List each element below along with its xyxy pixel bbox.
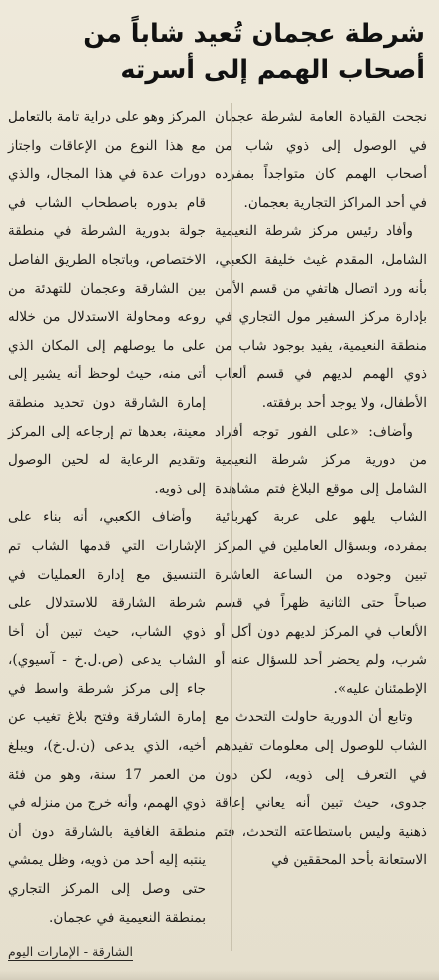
paper-bottom-shadow	[0, 970, 439, 980]
headline-line-1: شرطة عجمان تُعيد شاباً من	[83, 19, 425, 49]
article-headline	[70, 16, 425, 88]
article-paragraph: وتابع أن الدورية حاولت التحدث مع الشاب للوصول إلى معلومات تفيدهم في التعرف إلى ذويه، لكن دون جدوى، حيث تبين أنه يعاني إعاقة ذهنية وليس باستطاعته التحدث، فتم الاستعانة بأحد المحققين في	[215, 709, 427, 869]
article-column-left	[8, 103, 206, 932]
column-divider	[231, 103, 232, 951]
article-paragraph: وأفاد رئيس مركز شرطة النعيمية الشامل، المقدم غيث خليفة الكعبي، بأنه ورد اتصال هاتفي من قسم الأمن بإدارة مركز السفير مول التجاري في منطقة النعيمية، يفيد بوجود شاب من ذوي الهمم لديهم في قسم ألعاب الأطفال، ولا يوجد أحد برفقته.	[215, 223, 427, 411]
article-paragraph: وأضاف: «على الفور توجه أفراد من دورية مركز شرطة النعيمية الشامل إلى موقع البلاغ فتم مشاهدة الشاب يلهو على عربة كهربائية بمفرده، وبسؤال العاملين في المركز تبين وجوده من الساعة العاشرة صباحاً حتى الثانية ظهراً في قسم الألعاب في المركز لديهم دون أكل أو شرب، ولم يحضر أحد للسؤال عنه أو الإطمئنان عليه».	[215, 423, 427, 697]
byline-text: الشارقة - الإمارات اليوم	[8, 944, 134, 959]
article-column-right	[215, 103, 427, 875]
headline-line-2: أصحاب الهمم إلى أسرته	[120, 55, 425, 85]
article-paragraph: نجحت القيادة العامة لشرطة عجمان في الوصول إلى ذوي شاب من أصحاب الهمم كان متواجداً بمفرده في أحد المراكز التجارية بعجمان.	[215, 109, 427, 211]
article-byline	[8, 942, 206, 962]
article-paragraph: وأضاف الكعبي، أنه بناء على الإشارات التي قدمها الشاب تم التنسيق مع إدارة العمليات في شرطة الشارقة للاستدلال على ذوي الشاب، حيث تبين أن أخا الشاب يدعى (ص.ل.خ - آسيوي)، جاء إلى مركز شرطة واسط في إمارة الشارقة وفتح بلاغ تغيب عن أخيه، الذي يدعى (ن.ل.خ)، ويبلغ من العمر 17 سنة، وهو من فئة ذوي الهمم، وأنه خرج من منزله في منطقة الغافية بالشارقة دون أن ينتبه إليه أحد من ذويه، وظل يمشي حتى وصل إلى المركز التجاري بمنطقة النعيمية في عجمان.	[8, 509, 206, 926]
article-paragraph: المركز وهو على دراية تامة بالتعامل مع هذا النوع من الإعاقات واجتاز دورات عدة في هذا المجال، والذي قام بدوره باصطحاب الشاب في جولة بدورية الشرطة في منطقة الاختصاص، وباتجاه الطريق الفاصل بين الشارقة وعجمان للتهدئة من روعه ومحاولة الاستدلال من خلاله على ما يوصلهم إلى المكان الذي أتى منه، حيث لوحظ أنه يشير إلى إمارة الشارقة دون تحديد منطقة معينة، بعدها تم إرجاعه إلى المركز وتقديم الرعاية له لحين الوصول إلى ذويه.	[8, 109, 206, 497]
